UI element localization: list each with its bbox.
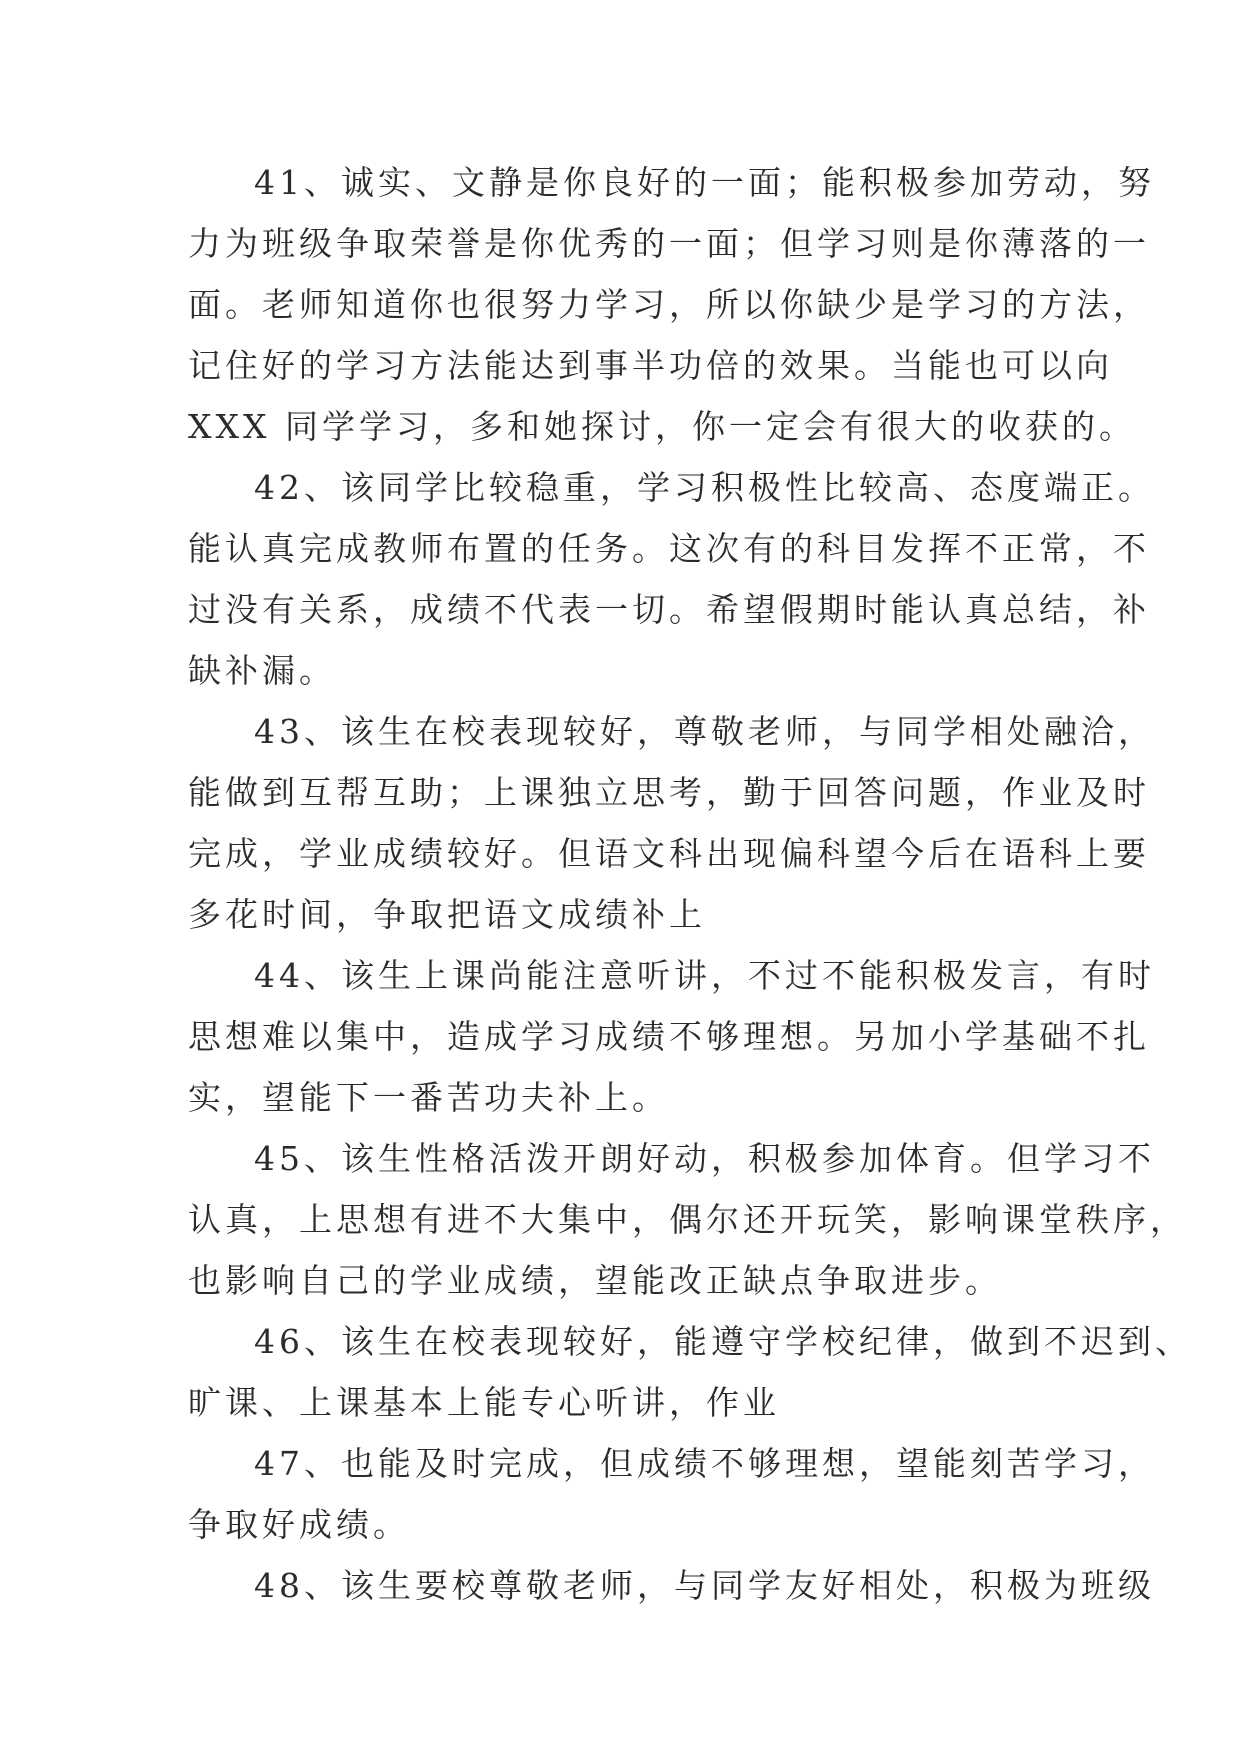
text-line: 43、该生在校表现较好，尊敬老师，与同学相处融洽，: [254, 712, 1155, 751]
text-line: 思想难以集中，造成学习成绩不够理想。另加小学基础不扎: [188, 1017, 1150, 1056]
text-line: 多花时间，争取把语文成绩补上: [188, 895, 706, 934]
comment-paragraph-44: [188, 945, 1155, 1128]
text-line: 42、该同学比较稳重，学习积极性比较高、态度端正。: [254, 468, 1155, 507]
comment-paragraph-43: [188, 701, 1155, 945]
text-line: 完成，学业成绩较好。但语文科出现偏科望今后在语科上要: [188, 834, 1150, 873]
text-line: 面。老师知道你也很努力学习，所以你缺少是学习的方法，: [188, 285, 1150, 324]
comment-paragraph-45: [188, 1128, 1187, 1311]
text-line: 过没有关系，成绩不代表一切。希望假期时能认真总结，补: [188, 590, 1150, 629]
text-line: 45、该生性格活泼开朗好动，积极参加体育。但学习不: [254, 1139, 1155, 1178]
text-line: 旷课、上课基本上能专心听讲，作业: [188, 1383, 780, 1422]
text-line: 46、该生在校表现较好，能遵守学校纪律，做到不迟到、: [254, 1322, 1192, 1361]
text-line: 实，望能下一番苦功夫补上。: [188, 1078, 669, 1117]
text-line: XXX 同学学习，多和她探讨，你一定会有很大的收获的。: [188, 407, 1136, 446]
comment-paragraph-48: [188, 1555, 1155, 1616]
text-line: 41、诚实、文静是你良好的一面；能积极参加劳动，努: [254, 163, 1155, 202]
comment-paragraph-46: [188, 1311, 1192, 1433]
comment-paragraph-41: [188, 152, 1155, 457]
document-body: [188, 152, 1192, 1616]
text-line: 能认真完成教师布置的任务。这次有的科目发挥不正常，不: [188, 529, 1150, 568]
comment-paragraph-42: [188, 457, 1155, 701]
text-line: 争取好成绩。: [188, 1505, 410, 1544]
comment-paragraph-47: [188, 1433, 1155, 1555]
text-line: 44、该生上课尚能注意听讲，不过不能积极发言，有时: [254, 956, 1155, 995]
text-line: 力为班级争取荣誉是你优秀的一面；但学习则是你薄落的一: [188, 224, 1150, 263]
text-line: 48、该生要校尊敬老师，与同学友好相处，积极为班级: [254, 1566, 1155, 1605]
text-line: 记住好的学习方法能达到事半功倍的效果。当能也可以向: [188, 346, 1113, 385]
text-line: 也影响自己的学业成绩，望能改正缺点争取进步。: [188, 1261, 1002, 1300]
text-line: 缺补漏。: [188, 651, 336, 690]
text-line: 认真，上思想有进不大集中，偶尔还开玩笑，影响课堂秩序，: [188, 1200, 1187, 1239]
text-line: 能做到互帮互助；上课独立思考，勤于回答问题，作业及时: [188, 773, 1150, 812]
text-line: 47、也能及时完成，但成绩不够理想，望能刻苦学习，: [254, 1444, 1155, 1483]
